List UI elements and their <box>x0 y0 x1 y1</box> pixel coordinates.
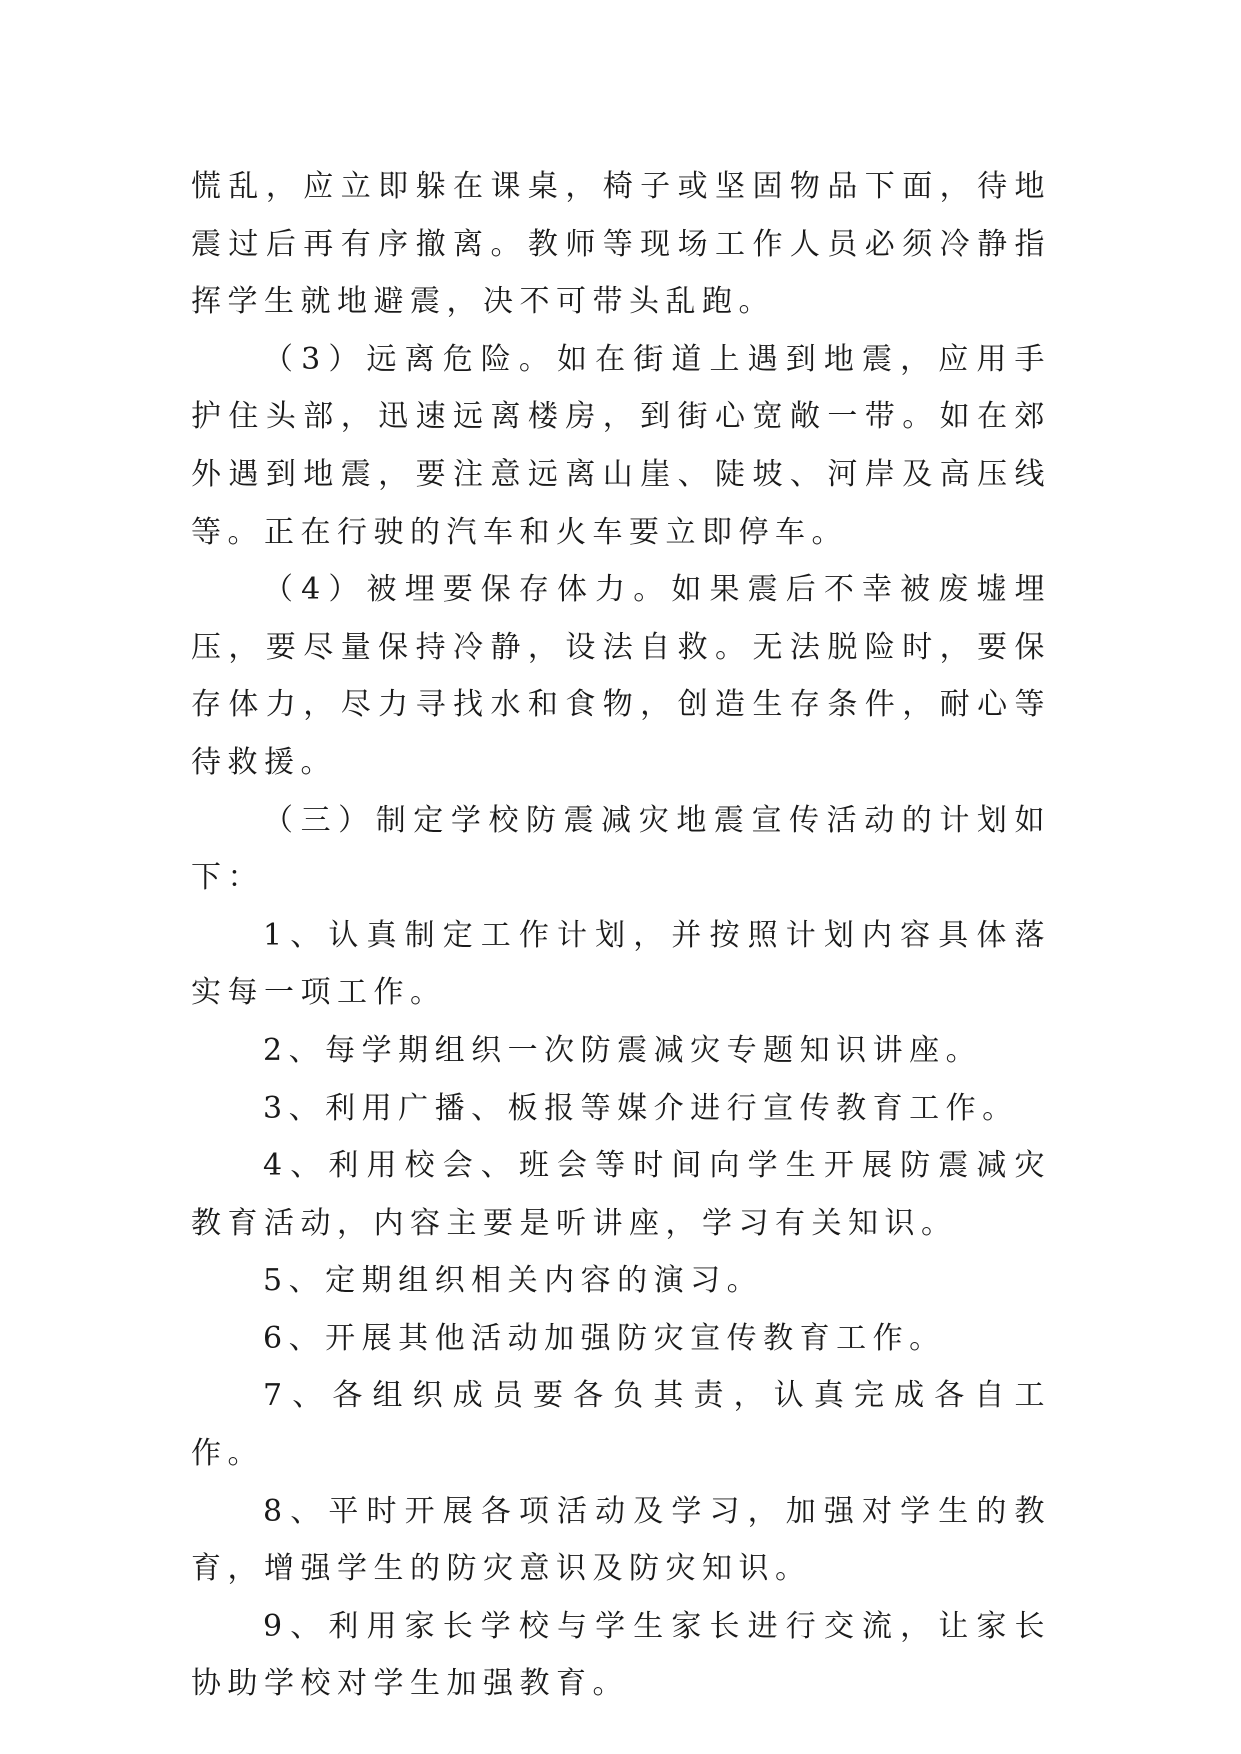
list-item: 9、利用家长学校与学生家长进行交流，让家长协助学校对学生加强教育。 <box>191 1608 1051 1702</box>
list-item: 5、定期组织相关内容的演习。 <box>263 1263 764 1299</box>
list-item: 6、开展其他活动加强防灾宣传教育工作。 <box>263 1320 946 1356</box>
paragraph: 慌乱，应立即躲在课桌，椅子或坚固物品下面，待地震过后再有序撤离。教师等现场工作人员必须冷静指挥学生就地避震，决不可带头乱跑。 <box>191 169 1051 320</box>
list-item: 4、利用校会、班会等时间向学生开展防震减灾教育活动，内容主要是听讲座，学习有关知识。 <box>191 1148 1051 1241</box>
section-heading: （三）制定学校防震减灾地震宣传活动的计划如下： <box>191 802 1051 896</box>
list-item: 1、认真制定工作计划，并按照计划内容具体落实每一项工作。 <box>191 917 1051 1011</box>
paragraph: （4）被埋要保存体力。如果震后不幸被废墟埋压，要尽量保持冷静，设法自救。无法脱险时，要保存体力，尽力寻找水和食物，创造生存条件，耐心等待救援。 <box>191 572 1051 780</box>
list-item: 8、平时开展各项活动及学习，加强对学生的教育，增强学生的防灾意识及防灾知识。 <box>191 1493 1051 1587</box>
list-item: 3、利用广播、板报等媒介进行宣传教育工作。 <box>263 1090 1019 1126</box>
list-item: 7、各组织成员要各负其责，认真完成各自工作。 <box>191 1378 1051 1472</box>
document-body <box>191 158 1051 1713</box>
paragraph: （3）远离危险。如在街道上遇到地震，应用手护住头部，迅速远离楼房，到街心宽敞一带。如在郊外遇到地震，要注意远离山崖、陡坡、河岸及高压线等。正在行驶的汽车和火车要立即停车。 <box>191 341 1051 550</box>
list-item: 2、每学期组织一次防震减灾专题知识讲座。 <box>263 1032 983 1068</box>
